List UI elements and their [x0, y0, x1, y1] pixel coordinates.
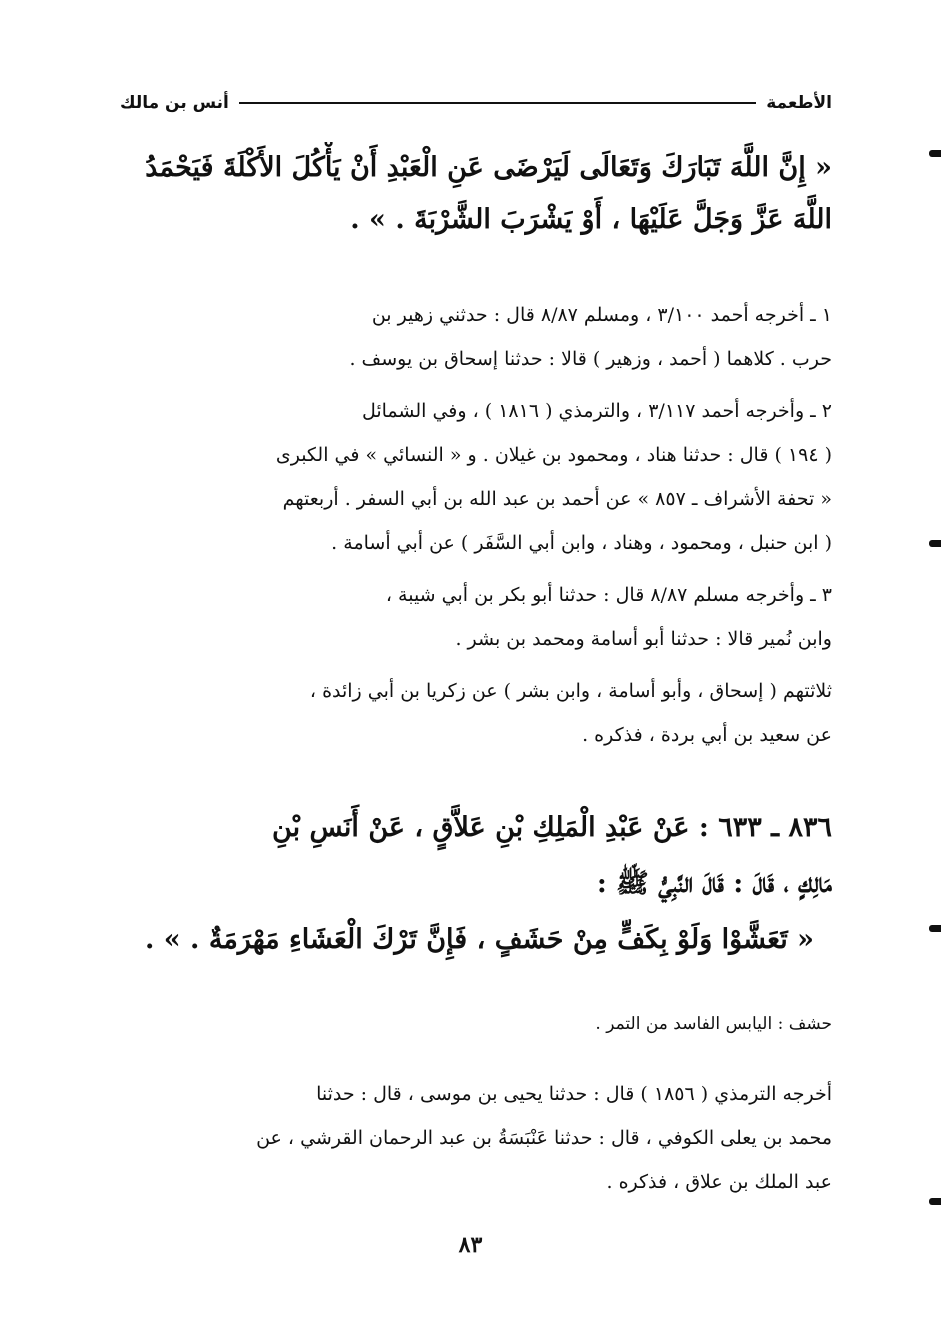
top-quote-line-2: اللَّهَ عَزَّ وَجَلَّ عَلَيْهَا ، أَوْ يَشْرَبَ الشَّرْبَةَ . » .	[350, 204, 832, 235]
note-4-line-1: ثلاثتهم ( إسحاق ، وأبو أسامة ، وابن بشر ) عن زكريا بن أبي زائدة ،	[309, 680, 832, 702]
top-quote	[120, 142, 832, 246]
note-2-line-4: ( ابن حنبل ، ومحمود ، وهناد ، وابن أبي السَّفَر ) عن أبي أسامة .	[331, 532, 832, 554]
running-header	[120, 88, 832, 118]
header-rule	[239, 102, 756, 104]
margin-mark	[929, 1198, 941, 1205]
note-4	[120, 669, 832, 757]
hadith-836	[120, 800, 832, 968]
note-1-line-1: ١ ـ أخرجه أحمد ٣/١٠٠ ، ومسلم ٨/٨٧ قال : حدثني زهير بن	[371, 304, 832, 326]
takhrij-line-2: محمد بن يعلى الكوفي ، قال : حدثنا عَنْبَسَةُ بن عبد الرحمان القرشي ، عن	[256, 1127, 832, 1149]
note-3-line-1: ٣ ـ وأخرجه مسلم ٨/٨٧ قال : حدثنا أبو بكر بن أبي شيبة ،	[385, 584, 832, 606]
note-4-line-2: عن سعيد بن أبي بردة ، فذكره .	[582, 724, 832, 746]
takhrij	[120, 1072, 832, 1204]
page-number: ٨٣	[458, 1232, 483, 1258]
note-2-line-2: ( ١٩٤ ) قال : حدثنا هناد ، ومحمود بن غيلان . و « النسائي » في الكبرى	[275, 444, 832, 466]
note-3-line-2: وابن نُمير قالا : حدثنا أبو أسامة ومحمد بن بشر .	[455, 628, 832, 650]
note-2-line-3: « تحفة الأشراف ـ ٨٥٧ » عن أحمد بن عبد الله بن أبي السفر . أربعتهم	[282, 488, 832, 510]
margin-mark	[929, 540, 941, 547]
gloss	[120, 1004, 832, 1044]
hadith-line-2: مَالِكٍ ، قَالَ : قَالَ النَّبِيُّ ﷺ :	[596, 868, 832, 899]
hadith-line-1: ٨٣٦ ـ ٦٣٣ : عَنْ عَبْدِ الْمَلِكِ بْنِ عَلاَّقٍ ، عَنْ أَنَسِ بْنِ	[272, 812, 832, 843]
header-chapter-title: الأطعمة	[766, 93, 832, 113]
note-3	[120, 573, 832, 661]
top-quote-line-1: « إِنَّ اللَّهَ تَبَارَكَ وَتَعَالَى لَيَرْضَى عَنِ الْعَبْدِ أَنْ يَأْكُلَ الأَكْلَةَ فَيَحْمَدُ	[145, 152, 832, 183]
margin-mark	[929, 925, 941, 932]
hadith-line-3: « تَعَشَّوْا وَلَوْ بِكَفٍّ مِنْ حَشَفٍ ، فَإِنَّ تَرْكَ الْعَشَاءِ مَهْرَمَةٌ . » .	[144, 924, 814, 955]
header-section-title: أنس بن مالك	[120, 93, 229, 113]
note-2-line-1: ٢ ـ وأخرجه أحمد ٣/١١٧ ، والترمذي ( ١٨١٦ ) ، وفي الشمائل	[361, 400, 832, 422]
takhrij-line-3: عبد الملك بن علاق ، فذكره .	[606, 1171, 832, 1193]
gloss-text: حشف : اليابس الفاسد من التمر .	[595, 1014, 832, 1034]
margin-mark	[929, 150, 941, 157]
takhrij-line-1: أخرجه الترمذي ( ١٨٥٦ ) قال : حدثنا يحيى بن موسى ، قال : حدثنا	[316, 1083, 832, 1105]
note-2	[120, 389, 832, 565]
note-1-line-2: حرب . كلاهما ( أحمد ، وزهير ) قالا : حدثنا إسحاق بن يوسف .	[349, 348, 832, 370]
note-1	[120, 293, 832, 381]
